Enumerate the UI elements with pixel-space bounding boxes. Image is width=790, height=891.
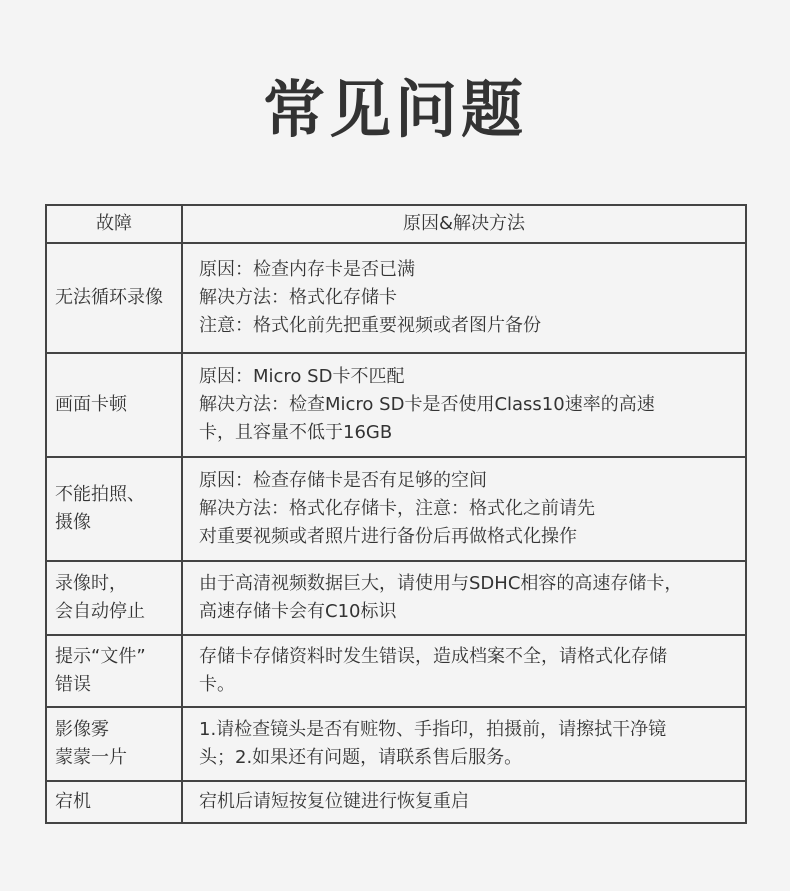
table-row bbox=[46, 707, 746, 781]
solution-text: 宕机后请短按复位键进行恢复重启 bbox=[199, 791, 469, 812]
solution-cell bbox=[182, 781, 746, 823]
solution-text: 原因：检查存储卡是否有足够的空间 bbox=[199, 470, 487, 491]
table-row bbox=[46, 781, 746, 823]
fault-text: 提示“文件” bbox=[55, 646, 146, 667]
table-row bbox=[46, 243, 746, 353]
solution-text: 原因：Micro SD卡不匹配 bbox=[199, 366, 405, 387]
solution-cell bbox=[182, 707, 746, 781]
page-title: 常见问题 bbox=[262, 73, 527, 146]
fault-text: 宕机 bbox=[55, 791, 91, 812]
solution-cell bbox=[182, 353, 746, 457]
fault-text: 无法循环录像 bbox=[55, 287, 163, 308]
fault-text: 画面卡顿 bbox=[55, 394, 127, 415]
header-fault: 故障 bbox=[46, 205, 182, 243]
header-solution: 原因&解决方法 bbox=[182, 205, 746, 243]
table-row bbox=[46, 353, 746, 457]
solution-text: 高速存储卡会有C10标识 bbox=[199, 601, 397, 622]
solution-text: 注意：格式化前先把重要视频或者图片备份 bbox=[199, 315, 541, 336]
fault-text: 蒙蒙一片 bbox=[55, 747, 127, 768]
solution-text: 原因：检查内存卡是否已满 bbox=[199, 259, 415, 280]
solution-cell bbox=[182, 561, 746, 635]
fault-text: 错误 bbox=[55, 674, 91, 695]
table-row bbox=[46, 457, 746, 561]
fault-text: 会自动停止 bbox=[55, 601, 145, 622]
fault-cell bbox=[46, 781, 182, 823]
solution-text: 解决方法：格式化存储卡 bbox=[199, 287, 397, 308]
solution-text: 解决方法：检查Micro SD卡是否使用Class10速率的高速 bbox=[199, 394, 655, 415]
fault-cell bbox=[46, 353, 182, 457]
fault-cell bbox=[46, 457, 182, 561]
fault-cell bbox=[46, 635, 182, 707]
fault-text: 录像时， bbox=[55, 573, 127, 594]
solution-text: 卡，且容量不低于16GB bbox=[199, 422, 393, 443]
fault-text: 影像雾 bbox=[55, 719, 109, 740]
solution-text: 对重要视频或者照片进行备份后再做格式化操作 bbox=[199, 526, 577, 547]
solution-text: 头；2.如果还有问题，请联系售后服务。 bbox=[199, 747, 523, 768]
solution-cell bbox=[182, 635, 746, 707]
solution-text: 卡。 bbox=[199, 674, 235, 695]
solution-cell bbox=[182, 243, 746, 353]
table-row bbox=[46, 635, 746, 707]
fault-cell bbox=[46, 243, 182, 353]
table-row bbox=[46, 561, 746, 635]
solution-text: 1.请检查镜头是否有赃物、手指印，拍摄前，请擦拭干净镜 bbox=[199, 719, 667, 740]
table-header-row bbox=[46, 205, 746, 243]
solution-text: 存储卡存储资料时发生错误，造成档案不全，请格式化存储 bbox=[199, 646, 667, 667]
solution-text: 由于高清视频数据巨大，请使用与SDHC相容的高速存储卡， bbox=[199, 573, 683, 594]
fault-cell bbox=[46, 561, 182, 635]
solution-cell bbox=[182, 457, 746, 561]
fault-text: 不能拍照、 bbox=[55, 484, 145, 505]
solution-text: 解决方法：格式化存储卡，注意：格式化之前请先 bbox=[199, 498, 595, 519]
faq-table bbox=[45, 204, 747, 824]
fault-cell bbox=[46, 707, 182, 781]
fault-text: 摄像 bbox=[55, 512, 91, 533]
